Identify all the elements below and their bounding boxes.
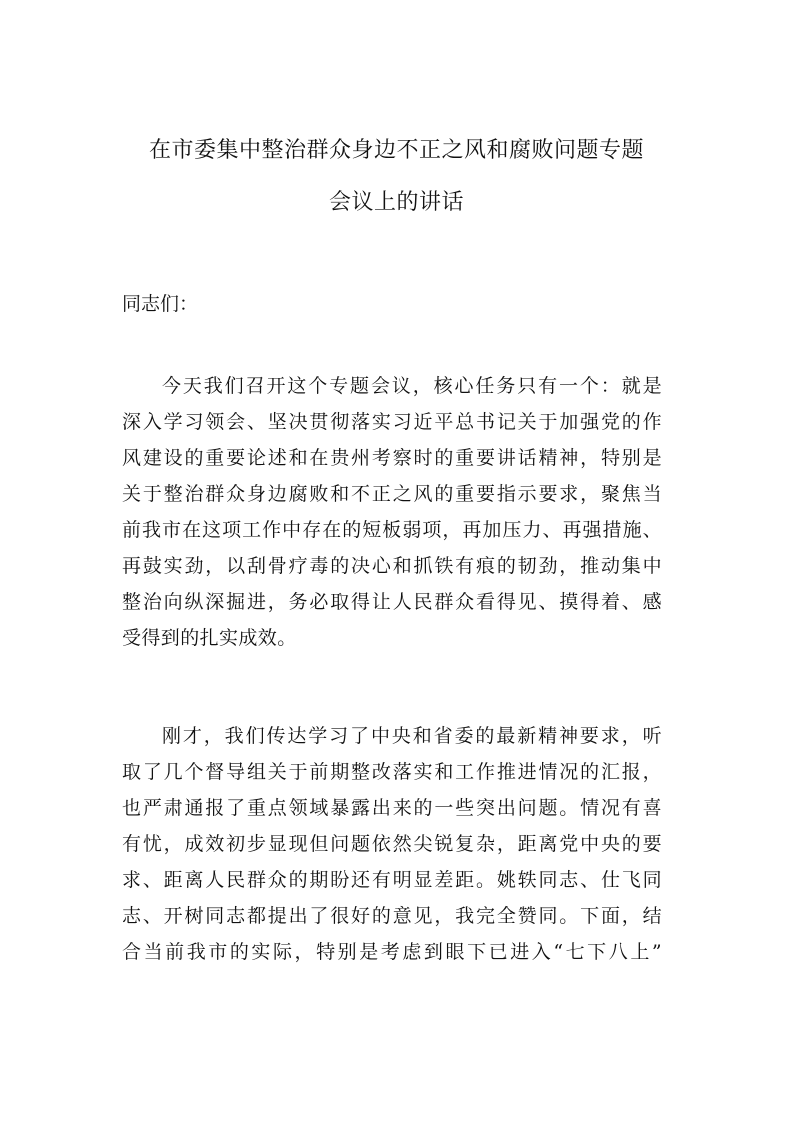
paragraph-line: 风建设的重要论述和在贵州考察时的重要讲话精神，特别是 (122, 447, 662, 469)
paragraph-line: 整治向纵深掘进，务必取得让人民群众看得见、摸得着、感 (122, 591, 662, 613)
paragraph-line: 有忧，成效初步显现但问题依然尖锐复杂，距离党中央的要 (122, 833, 662, 855)
paragraph-line: 志、开树同志都提出了很好的意见，我完全赞同。下面，结 (122, 905, 662, 927)
paragraph-line: 也严肃通报了重点领域暴露出来的一些突出问题。情况有喜 (122, 797, 662, 819)
title-line: 会议上的讲话 (328, 190, 464, 215)
paragraph-line: 关于整治群众身边腐败和不正之风的重要指示要求，聚焦当 (122, 483, 662, 505)
paragraph-line: 受得到的扎实成效。 (122, 627, 297, 649)
paragraph-line: 深入学习领会、坚决贯彻落实习近平总书记关于加强党的作 (122, 411, 662, 433)
paragraph-line: 求、距离人民群众的期盼还有明显差距。姚轶同志、仕飞同 (122, 869, 662, 891)
paragraph-review (122, 718, 662, 970)
paragraph-line: 前我市在这项工作中存在的短板弱项，再加压力、再强措施、 (122, 519, 662, 541)
paragraph-opening (122, 368, 662, 656)
paragraph-line: 取了几个督导组关于前期整改落实和工作推进情况的汇报， (122, 761, 662, 783)
salutation: 同志们： (122, 293, 199, 315)
paragraph-line: 刚才，我们传达学习了中央和省委的最新精神要求，听 (162, 725, 662, 747)
document-title (100, 125, 693, 229)
title-line: 在市委集中整治群众身边不正之风和腐败问题专题 (148, 138, 644, 163)
paragraph-line: 今天我们召开这个专题会议，核心任务只有一个：就是 (162, 375, 662, 397)
paragraph-line: 合当前我市的实际，特别是考虑到眼下已进入“七下八上” (122, 941, 662, 963)
paragraph-line: 再鼓实劲，以刮骨疗毒的决心和抓铁有痕的韧劲，推动集中 (122, 555, 662, 577)
